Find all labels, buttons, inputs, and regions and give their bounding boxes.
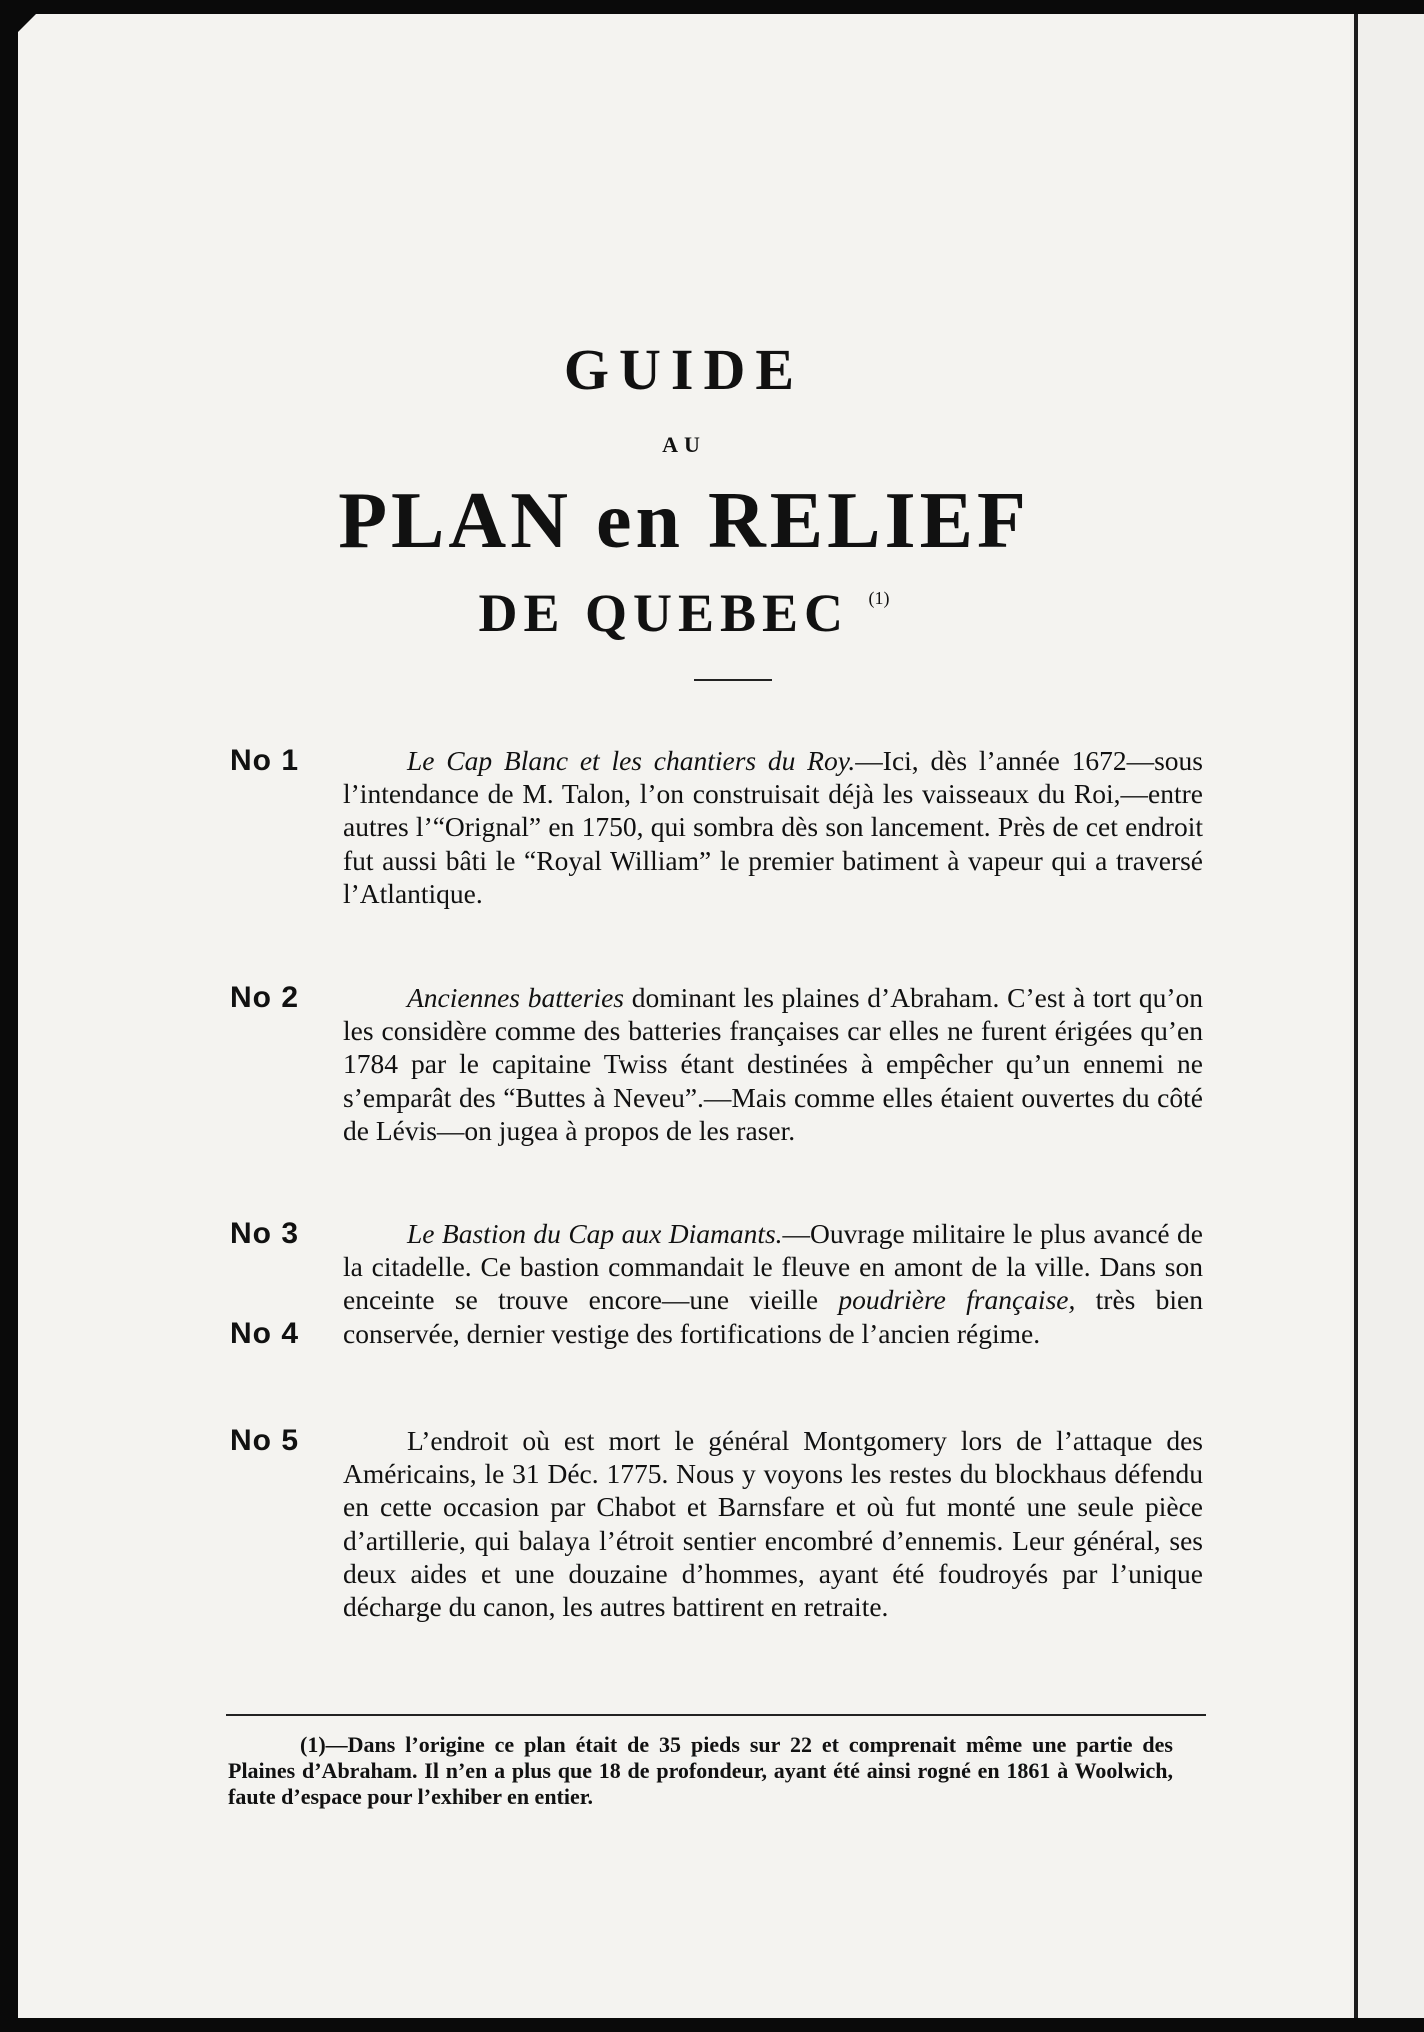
title-de-quebec-text: DE QUEBEC: [478, 583, 850, 643]
entry-label-4: No 4: [230, 1317, 300, 1350]
footnote-ref: (1): [868, 588, 890, 608]
title-au: AU: [662, 432, 706, 457]
title-de-quebec: [18, 582, 1350, 644]
entry-label: No 3: [230, 1217, 300, 1250]
page-gutter-line: [1354, 14, 1358, 2018]
entry-label: No 2: [230, 981, 300, 1014]
entry-text: L’endroit où est mort le général Montgomery lors de l’attaque des Américains, le 31 Déc. 1775. Nous y voyons les restes du blockhaus défendu en cette occasion par Chabot et Barnsfare et où fut monté une seule pièce d’artillerie, qui balaya l’étroit sentier encombré d’ennemis. Leur général, ses deux aides et une douzaine d’hommes, ayant été foudroyés par l’unique décharge du canon, les autres battirent en retraite.: [343, 1425, 1203, 1623]
entry-italic: Le Cap Blanc et les chantiers du Roy.: [407, 745, 856, 776]
footnote: (1)—Dans l’origine ce plan était de 35 pieds sur 22 et comprenait même une partie des Plaines d’Abraham. Il n’en a plus que 18 de profondeur, ayant été ainsi rogné en 1861 à Woolwich, faute d’espace pour l’exhiber en entier.: [228, 1732, 1173, 1809]
corner-mark: [18, 14, 36, 32]
entry-label: No 1: [230, 744, 300, 777]
title-rule: [694, 679, 772, 681]
title-plan-en-relief: PLAN en RELIEF: [338, 477, 1030, 565]
entry-body-2: très bien conservée, dernier vestige des fortifications de l’ancien régime.: [343, 1284, 1203, 1349]
title-guide: GUIDE: [563, 337, 805, 402]
entry-text: [343, 1217, 1203, 1350]
entry-italic-2: poudrière française,: [838, 1284, 1076, 1316]
entry-body: dominant les plaines d’Abraham. C’est à tort qu’on les considère comme des batteries françaises car elles ne furent érigées qu’en 1784 par le capitaine Twiss étant destinées à empêcher qu’un ennemi ne s’emparât des “Buttes à Neveu”.—Mais comme elles étaient ouvertes du côté de Lévis—on jugea à propos de les raser.: [343, 982, 1203, 1146]
entry-label: No 5: [230, 1424, 300, 1457]
adjacent-page-edge: [1350, 14, 1424, 2018]
entry-text: [343, 744, 1203, 910]
entry-body: —Ouvrage militaire le plus avancé de la citadelle. Ce bastion commandait le fleuve en amont de la ville. Dans son enceinte se trouve encore—une vieille: [343, 1218, 1203, 1316]
entry-body: —Ici, dès l’année 1672—sous l’intendance de M. Talon, l’on construisait déjà les vaisseaux du Roi,—entre autres l’“Orignal” en 1750, qui sombra dès son lancement. Près de cet endroit fut aussi bâti le “Royal William” le premier batiment à vapeur qui a traversé l’Atlantique.: [343, 745, 1203, 909]
entry-text: [343, 981, 1203, 1147]
document-page: [18, 14, 1350, 2018]
entry-italic: Anciennes batteries: [407, 982, 624, 1013]
entry-italic: Le Bastion du Cap aux Diamants.: [407, 1218, 783, 1249]
footnote-rule: [226, 1714, 1206, 1716]
